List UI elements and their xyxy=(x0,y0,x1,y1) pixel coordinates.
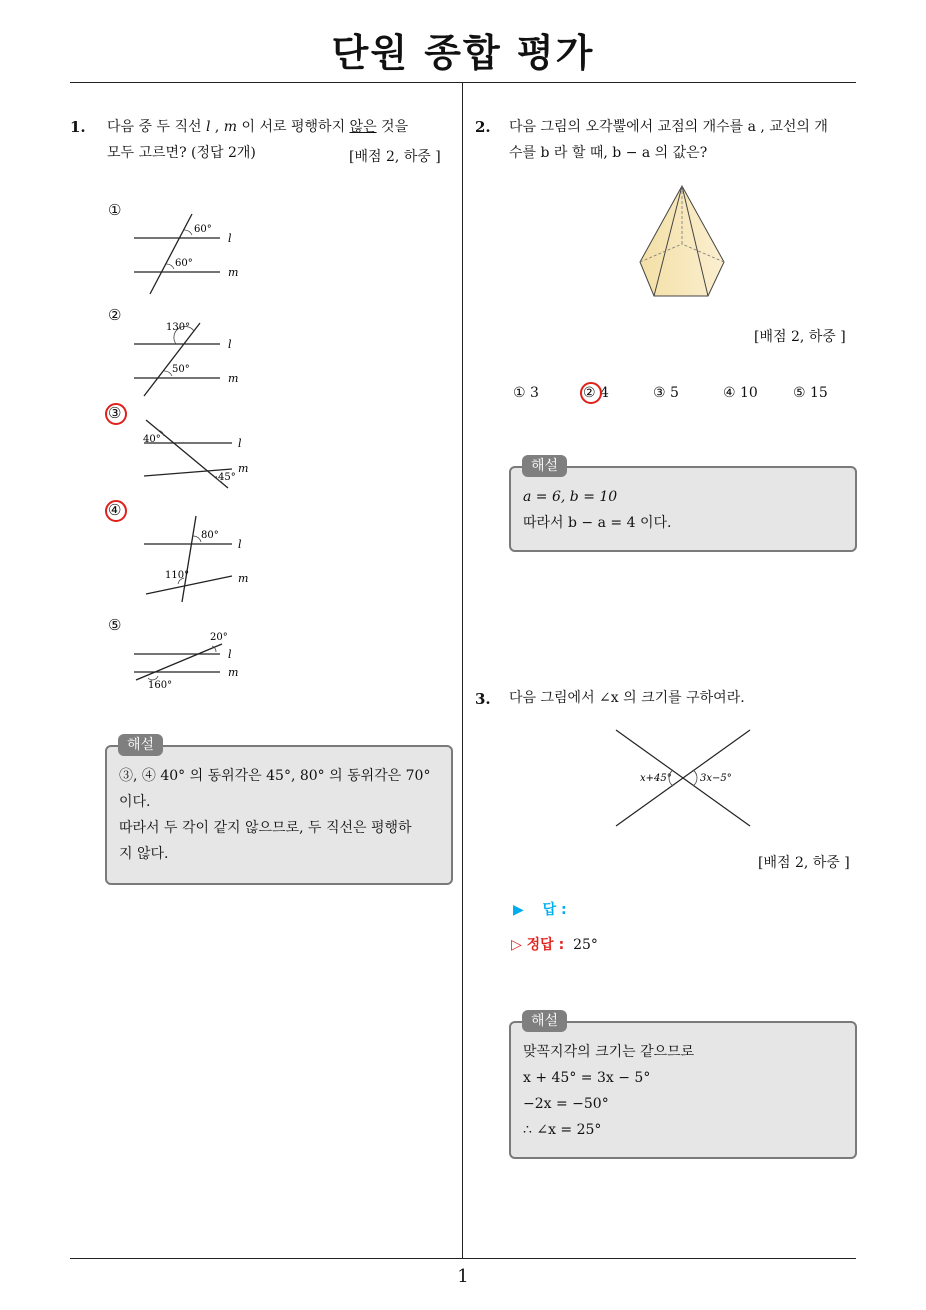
page-title: 단원 종합 평가 xyxy=(331,31,595,75)
q1-option-1-figure xyxy=(128,212,258,298)
q1-option-1-label[interactable]: ① xyxy=(108,201,122,219)
q1-opt5-line-l: l xyxy=(228,648,232,661)
question-3-text: 다음 그림에서 ∠x 의 크기를 구하여라. xyxy=(509,690,745,706)
play-arrow-filled-icon: ▶ xyxy=(513,902,524,918)
q2-solution-tag: 해설 xyxy=(522,455,567,477)
q1-opt4-line-l: l xyxy=(238,538,242,551)
q1-opt2-line-m: m xyxy=(228,372,239,385)
q1-opt2-angle-bottom: 50° xyxy=(172,364,190,375)
q1-text-part: 이 서로 평행하지 xyxy=(237,119,350,135)
q3-left-angle-label: x+45° xyxy=(640,773,672,784)
q2-choice-2[interactable]: ② 4 xyxy=(583,385,609,401)
q3-correct-row xyxy=(511,934,598,954)
q3-correct-label: 정답 : xyxy=(526,937,565,953)
q1-opt3-angle-top: 40° xyxy=(143,434,161,445)
q1-option-5-figure xyxy=(128,628,258,694)
q3-solution-line: 맞꼭지각의 크기는 같으므로 xyxy=(523,1044,695,1060)
q1-option-4-selected-mark xyxy=(105,500,127,522)
q3-solution-line: ∴ ∠x = 25° xyxy=(523,1122,602,1138)
footer-rule xyxy=(70,1258,856,1259)
page-number: 1 xyxy=(457,1266,469,1287)
q2-choice-1[interactable]: ① 3 xyxy=(513,385,539,401)
q1-text-line2: 모두 고르면? (정답 2개) xyxy=(107,145,256,161)
q2-choice-5[interactable]: ⑤ 15 xyxy=(793,385,828,401)
q1-var-m: m xyxy=(223,119,238,135)
column-divider xyxy=(462,83,463,1258)
q2-text-line2: 수를 b 라 할 때, b − a 의 값은? xyxy=(509,145,708,161)
q3-solution-tag: 해설 xyxy=(522,1010,567,1032)
q2-pyramid-figure xyxy=(636,182,736,300)
q3-correct-value: 25° xyxy=(573,937,598,953)
q1-option-2-figure xyxy=(128,318,258,398)
q1-option-4-label[interactable]: ④ xyxy=(108,501,122,519)
q2-solution-box xyxy=(509,466,857,552)
question-2-number: 2. xyxy=(475,118,491,136)
q1-option-5-label[interactable]: ⑤ xyxy=(108,616,122,634)
q1-opt2-line-l: l xyxy=(228,338,232,351)
q2-choice-2-selected-mark xyxy=(580,382,602,404)
q1-option-4-figure xyxy=(140,512,270,608)
q1-opt1-line-l: l xyxy=(228,232,232,245)
q1-opt4-angle-bottom: 110° xyxy=(165,570,190,581)
q3-answer-label: 답 : xyxy=(542,902,567,918)
question-2-text xyxy=(509,114,859,166)
q1-opt2-angle-top: 130° xyxy=(166,322,191,333)
q2-choice-4[interactable]: ④ 10 xyxy=(723,385,758,401)
q3-solution-box xyxy=(509,1021,857,1159)
play-arrow-outline-icon: ▷ xyxy=(511,937,522,953)
q1-text-part: 다음 중 두 직선 xyxy=(107,119,206,135)
q2-solution-line: a = 6, b = 10 xyxy=(523,489,618,505)
q1-opt1-angle-bottom: 60° xyxy=(175,258,193,269)
q1-opt4-line-m: m xyxy=(238,572,249,585)
q1-solution-tag: 해설 xyxy=(118,734,163,756)
question-3-meta: [배점 2, 하중 ] xyxy=(758,855,850,871)
q1-solution-line: ③, ④ 40° 의 동위각은 45°, 80° 의 동위각은 70° xyxy=(119,768,431,784)
q3-solution-line: x + 45° = 3x − 5° xyxy=(523,1070,651,1086)
q1-opt3-line-l: l xyxy=(238,437,242,450)
q1-opt3-line-m: m xyxy=(238,462,249,475)
q1-underlined-word: 않은 xyxy=(349,119,377,135)
q1-opt5-angle-bottom: 160° xyxy=(148,680,173,691)
question-2-meta: [배점 2, 하중 ] xyxy=(754,329,846,345)
q1-option-2-label[interactable]: ② xyxy=(108,306,122,324)
q1-solution-line: 따라서 두 각이 같지 않으므로, 두 직선은 평행하 xyxy=(119,820,412,836)
q3-solution-line: −2x = −50° xyxy=(523,1096,609,1112)
q1-opt5-angle-top: 20° xyxy=(210,632,228,643)
question-1-number: 1. xyxy=(70,118,86,136)
q2-solution-line: 따라서 b − a = 4 이다. xyxy=(523,515,672,531)
q2-choice-3[interactable]: ③ 5 xyxy=(653,385,679,401)
q1-text-part: 것을 xyxy=(376,119,409,135)
q2-text-line1: 다음 그림의 오각뿔에서 교점의 개수를 a , 교선의 개 xyxy=(509,119,828,135)
q1-solution-line: 지 않다. xyxy=(119,846,169,862)
q1-opt4-angle-top: 80° xyxy=(201,530,219,541)
q1-var-l: l xyxy=(205,119,211,135)
q3-vertical-angles-figure xyxy=(610,726,760,830)
q1-text-part: , xyxy=(210,119,224,135)
q1-solution-line: 이다. xyxy=(119,794,151,810)
question-1-meta: [배점 2, 하중 ] xyxy=(349,149,441,165)
q1-opt5-line-m: m xyxy=(228,666,239,679)
q1-opt3-angle-bottom: 45° xyxy=(218,472,236,483)
question-3-number: 3. xyxy=(475,690,491,708)
q1-opt1-line-m: m xyxy=(228,266,239,279)
q3-answer-row xyxy=(513,899,567,919)
q1-option-3-selected-mark xyxy=(105,403,127,425)
q3-right-angle-label: 3x−5° xyxy=(700,773,732,784)
q1-opt1-angle-top: 60° xyxy=(194,224,212,235)
header-rule xyxy=(70,82,856,83)
q1-option-3-figure xyxy=(140,416,270,496)
q1-option-3-label[interactable]: ③ xyxy=(108,404,122,422)
q1-solution-box xyxy=(105,745,453,885)
